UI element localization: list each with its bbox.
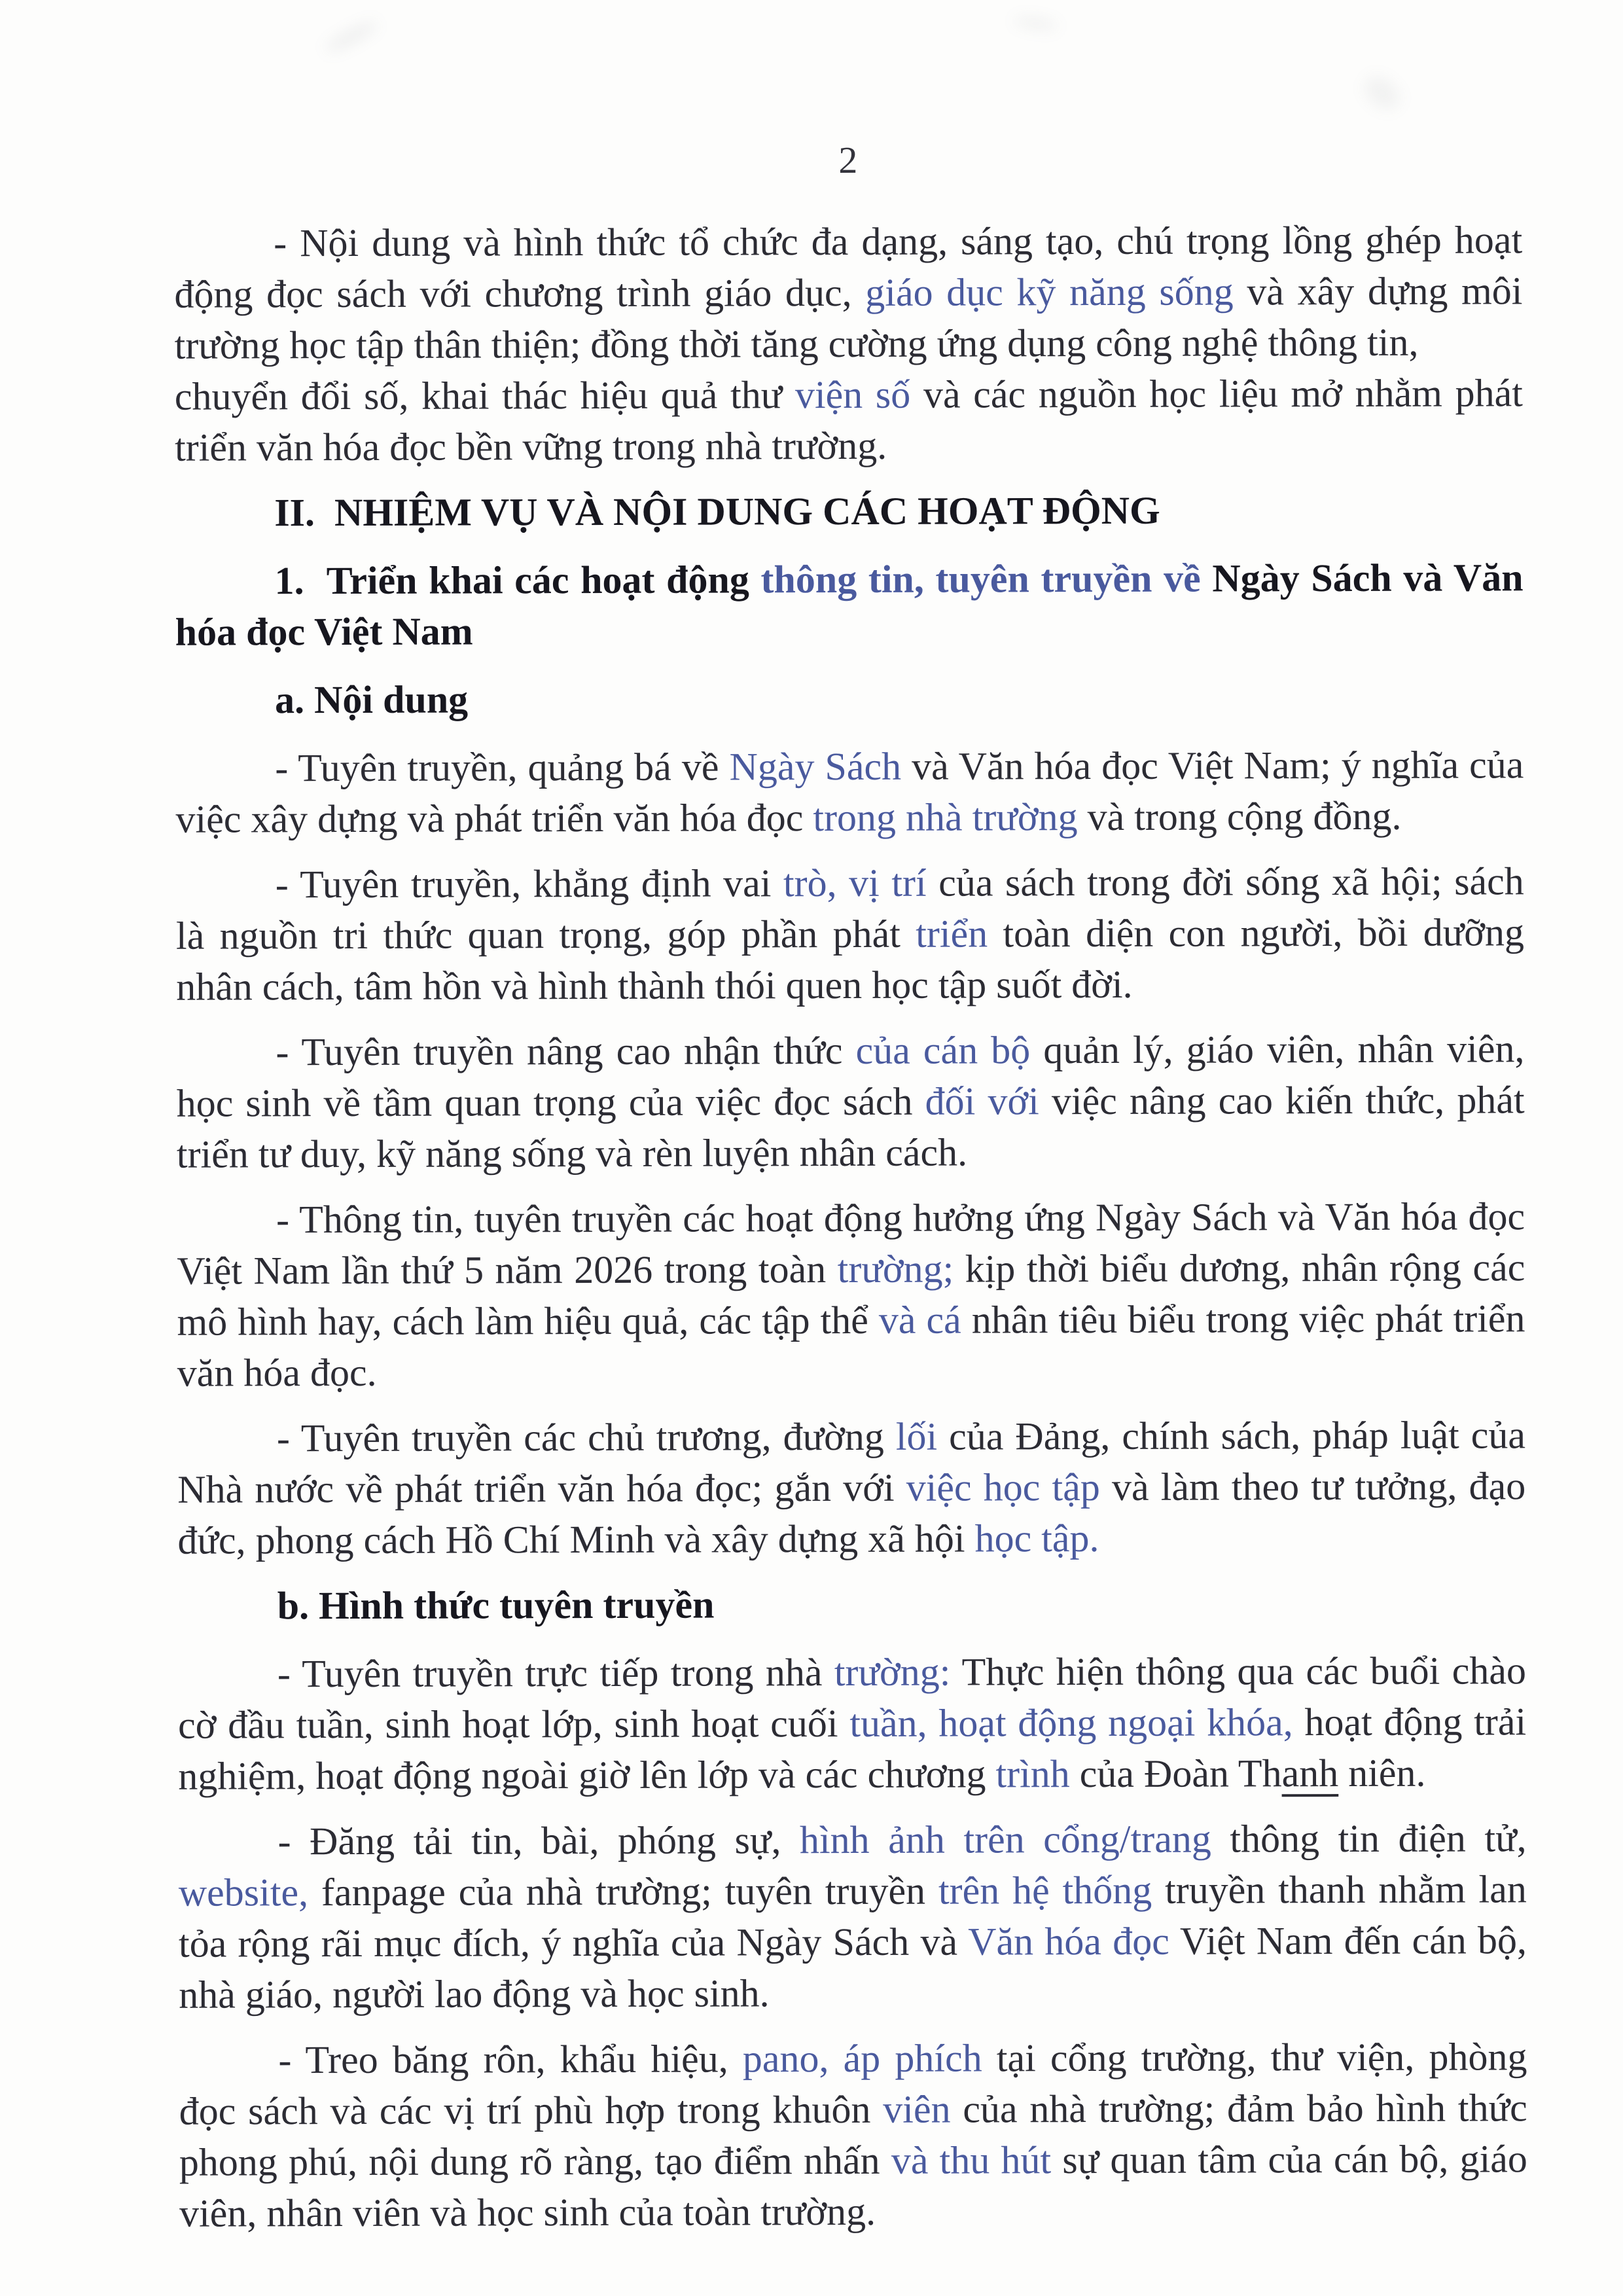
- text-run: - Nội dung và hình thức tổ chức đa dạng, sáng tạo, chú trọng lồng ghép hoạt động đọc sách với chương trình giáo dục,: [174, 218, 1533, 316]
- item-1-heading-3: [175, 552, 1533, 657]
- text-run: Việt Nam đến cán bộ, nhà giáo, người lao động và học sinh.: [179, 1918, 1537, 2017]
- underlined-text-run: anh: [1281, 1751, 1339, 1795]
- body-paragraph-1: [174, 214, 1533, 473]
- text-run: - Tuyên truyền nâng cao nhận thức: [276, 1028, 856, 1074]
- body-paragraph-6: [175, 855, 1535, 1012]
- text-run: hoạt động trải nghiệm, hoạt động ngoài giờ lên lớp và các chương: [178, 1700, 1537, 1798]
- text-run: sự quan tâm của cán bộ, giáo viên, nhân viên và học sinh của toàn trường.: [179, 2137, 1537, 2235]
- text-run: quản lý, giáo viên, nhân viên, học sinh về tầm quan trọng của việc đọc sách: [176, 1027, 1535, 1125]
- body-paragraph-8: [177, 1191, 1535, 1398]
- text-run: và làm theo tư tưởng, đạo đức, phong cách Hồ Chí Minh và xây dựng xã hội: [177, 1464, 1536, 1562]
- text-run: fanpage của nhà trường; tuyên truyền: [308, 1869, 939, 1914]
- text-run: trình: [995, 1752, 1070, 1796]
- text-run: của nhà trường; đảm bảo hình thức phong phú, nội dung rõ ràng, tạo điểm nhấn: [179, 2086, 1537, 2184]
- text-run: nhân tiêu biểu trong việc phát triển văn hóa đọc.: [177, 1297, 1535, 1395]
- text-run: niên.: [1338, 1751, 1426, 1795]
- text-run: viên: [883, 2087, 951, 2131]
- text-run: trên hệ thống: [938, 1868, 1152, 1912]
- text-run: tuần,: [849, 1701, 927, 1746]
- section-ii-heading-2: [175, 484, 1523, 538]
- text-run: trường:: [834, 1650, 951, 1695]
- text-run: và các nguồn học liệu mở nhằm phát triển văn hóa đọc bền vững trong nhà trường.: [174, 371, 1533, 469]
- text-run: của Đảng, chính sách, pháp luật của Nhà nước về phát triển văn hóa đọc; gắn với: [177, 1413, 1536, 1511]
- text-run: Thực hiện thông qua các buổi chào cờ đầu tuần, sinh hoạt lớp, sinh hoạt cuối: [178, 1649, 1536, 1747]
- text-run: Ngày Sách và Văn hóa đọc Việt Nam: [175, 556, 1533, 654]
- text-run: thông tin, tuyên truyền về: [760, 556, 1201, 601]
- text-run: việc nâng cao kiến thức, phát triển tư duy, kỹ năng sống và rèn luyện nhân cách.: [176, 1078, 1535, 1176]
- text-run: và trong cộng đồng.: [1077, 794, 1402, 839]
- text-run: - Treo băng rôn, khẩu hiệu,: [278, 2037, 743, 2082]
- text-run: b. Hình thức tuyên truyền: [277, 1583, 715, 1628]
- text-run: của cán bộ: [855, 1028, 1031, 1072]
- body-paragraph-5: [175, 739, 1534, 844]
- sub-heading-10: [178, 1577, 1526, 1631]
- text-run: lối: [895, 1414, 938, 1458]
- text-run: - Thông tin, tuyên truyền các hoạt động hưởng ứng Ngày Sách và Văn hóa đọc Việt Nam lần thứ 5 năm 2026 trong toàn: [177, 1194, 1535, 1293]
- text-run: [927, 1702, 938, 1745]
- text-run: truyền thanh nhằm lan tỏa rộng rãi mục đích, ý nghĩa của Ngày Sách và: [178, 1867, 1537, 1965]
- body-paragraph-9: [177, 1409, 1536, 1566]
- text-run: giáo dục kỹ năng sống: [865, 270, 1234, 314]
- text-run: 1. Triển khai các hoạt động: [274, 558, 761, 603]
- text-run: viện số: [794, 372, 911, 417]
- text-run: của Đoàn Th: [1069, 1751, 1282, 1796]
- scan-smudge: [1359, 70, 1406, 115]
- text-run: và thu hút: [891, 2138, 1052, 2182]
- text-run: toàn diện con người, bồi dưỡng nhân cách, tâm hồn và hình thành thói quen học tập suốt đời.: [176, 910, 1535, 1009]
- text-run: - Tuyên truyền, khẳng định vai: [275, 861, 784, 906]
- sub-heading-4: [175, 671, 1524, 725]
- text-run: và xây dựng môi trường học tập thân thiện; đồng thời tăng cường ứng dụng công nghệ thông tin, chuyển đổi số, khai thác hiệu quả thư: [174, 269, 1533, 418]
- body-paragraph-11: [178, 1645, 1537, 1801]
- text-run: trong nhà trường: [813, 795, 1078, 840]
- text-run: pano, áp phích: [742, 2036, 982, 2081]
- text-run: - Tuyên truyền, quảng bá về: [275, 745, 730, 790]
- document-content: [174, 133, 1537, 2253]
- text-run: website,: [178, 1871, 309, 1914]
- text-run: của sách trong đời sống xã hội; sách là nguồn tri thức quan trọng, góp phần phát: [175, 859, 1534, 958]
- text-run: học tập.: [974, 1516, 1099, 1560]
- text-run: kịp thời biểu dương, nhân rộng các mô hình hay, cách làm hiệu quả, các tập thể: [177, 1246, 1535, 1344]
- text-run: - Tuyên truyền trực tiếp trong nhà: [277, 1651, 834, 1696]
- text-run: Văn hóa đọc: [968, 1919, 1169, 1964]
- page-number: 2: [838, 138, 858, 182]
- text-run: và cá: [878, 1298, 961, 1342]
- text-run: hình ảnh trên cổng/trang: [799, 1817, 1211, 1862]
- scan-smudge: [323, 18, 380, 55]
- text-run: tại cổng trường, thư viện, phòng đọc sách và các vị trí phù hợp trong khuôn: [179, 2035, 1537, 2133]
- text-run: trường;: [837, 1247, 954, 1291]
- body-paragraph-7: [176, 1023, 1535, 1179]
- text-run: II. NHIỆM VỤ VÀ NỘI DUNG CÁC HOẠT ĐỘNG: [274, 488, 1160, 535]
- text-run: Ngày Sách: [729, 744, 902, 789]
- body-paragraph-12: [178, 1812, 1537, 2020]
- scan-smudge: [1013, 16, 1060, 31]
- body-paragraph-13: [179, 2031, 1537, 2238]
- text-run: và Văn hóa đọc Việt Nam; ý nghĩa của việc xây dựng và phát triển văn hóa đọc: [175, 743, 1534, 841]
- text-run: thông tin điện tử,: [1211, 1816, 1537, 1861]
- text-run: đối với: [925, 1079, 1039, 1123]
- text-run: hoạt động ngoại khóa,: [938, 1700, 1293, 1745]
- text-run: - Tuyên truyền các chủ trương, đường: [276, 1414, 896, 1460]
- text-run: a. Nội dung: [274, 677, 469, 722]
- text-run: việc học tập: [906, 1465, 1100, 1509]
- text-run: triển: [916, 912, 988, 956]
- text-run: trò, vị trí: [783, 861, 927, 905]
- text-run: - Đăng tải tin, bài, phóng sự,: [277, 1818, 800, 1863]
